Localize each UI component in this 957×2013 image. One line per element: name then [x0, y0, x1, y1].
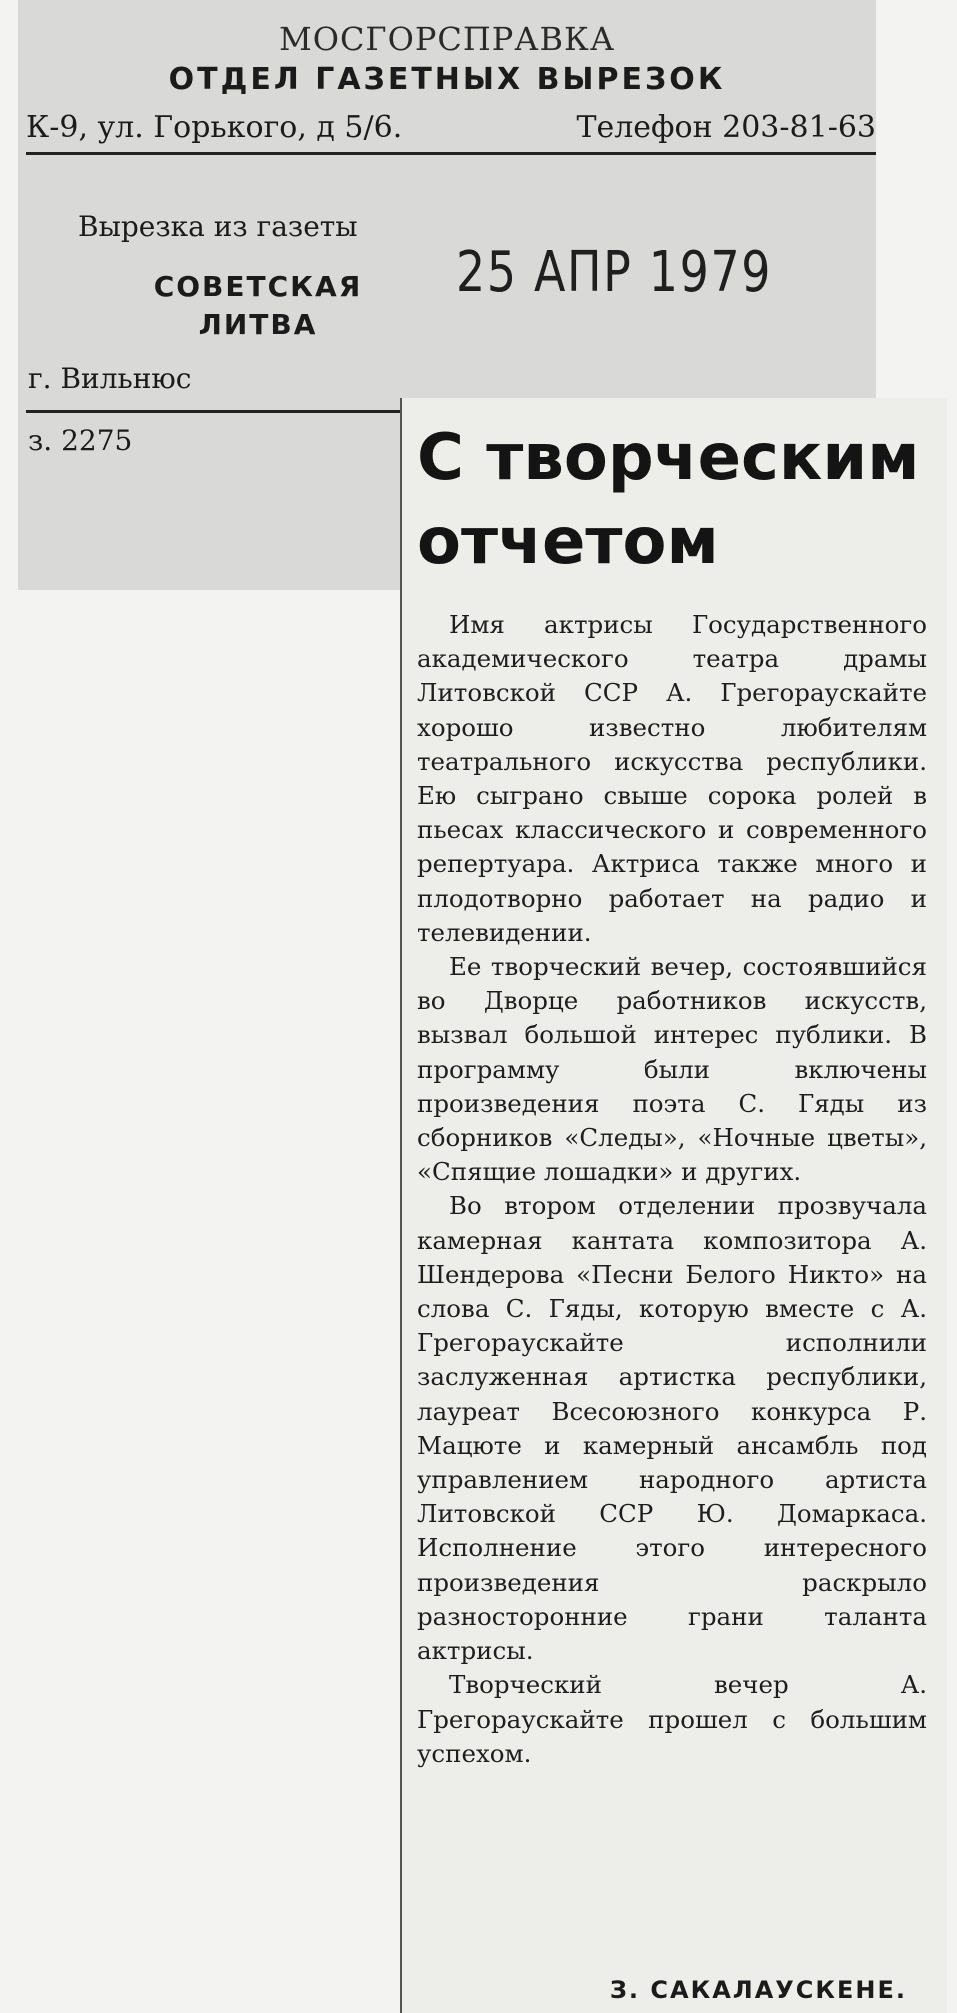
article-author: З. САКАЛАУСКЕНЕ. — [609, 1976, 907, 2004]
article-headline: С творческим отчетом — [417, 421, 920, 579]
address-line — [26, 110, 876, 145]
paper-name: СОВЕТСКАЯ ЛИТВА — [153, 270, 363, 341]
article-paragraph: Творческий вечер А. Грегораускайте прошел с большим успехом. — [417, 1670, 927, 1768]
article-paragraph: Во втором отделении прозвучала камерная кантата композитора А. Шендерова «Песни Белого Никто» на слова С. Гяды, которую вместе с А. Грегораускайте исполнили заслуженная артистка республики, лауреат Всесоюзного конкурса Р. Мацюте и камерный ансамбль под управлением народного артиста Литовской ССР Ю. Домаркаса. Исполнение этого интересного произведения раскрыло разносторонние грани таланта актрисы. — [417, 1191, 927, 1666]
city: г. Вильнюс — [28, 362, 192, 395]
article-paragraph: Ее творческий вечер, состоявшийся во Дворце работников искусств, вызвал большой интерес публики. В программу были включены произведения поэта С. Гяды из сборников «Следы», «Ночные цветы», «Спящие лошадки» и других. — [417, 952, 927, 1187]
article-clipping — [400, 398, 947, 2013]
header-rule — [26, 152, 876, 155]
city-rule — [26, 410, 416, 413]
address: К-9, ул. Горького, д 5/6. — [26, 110, 403, 145]
date-stamp: 25 АПР 1979 — [456, 240, 773, 305]
source-caption: Вырезка из газеты — [78, 210, 358, 243]
issue-number: з. 2275 — [28, 424, 133, 457]
phone: Телефон 203-81-63 — [576, 110, 876, 145]
department-name: ОТДЕЛ ГАЗЕТНЫХ ВЫРЕЗОК — [168, 62, 726, 97]
article-body — [417, 608, 927, 1771]
org-name: МОСГОРСПРАВКА — [278, 20, 616, 58]
article-paragraph: Имя актрисы Государственного академического театра драмы Литовской ССР А. Грегораускайте хорошо известно любителям театрального искусства республики. Ею сыграно свыше сорока ролей в пьесах классического и современного репертуара. Актриса также много и плодотворно работает на радио и телевидении. — [417, 610, 927, 947]
